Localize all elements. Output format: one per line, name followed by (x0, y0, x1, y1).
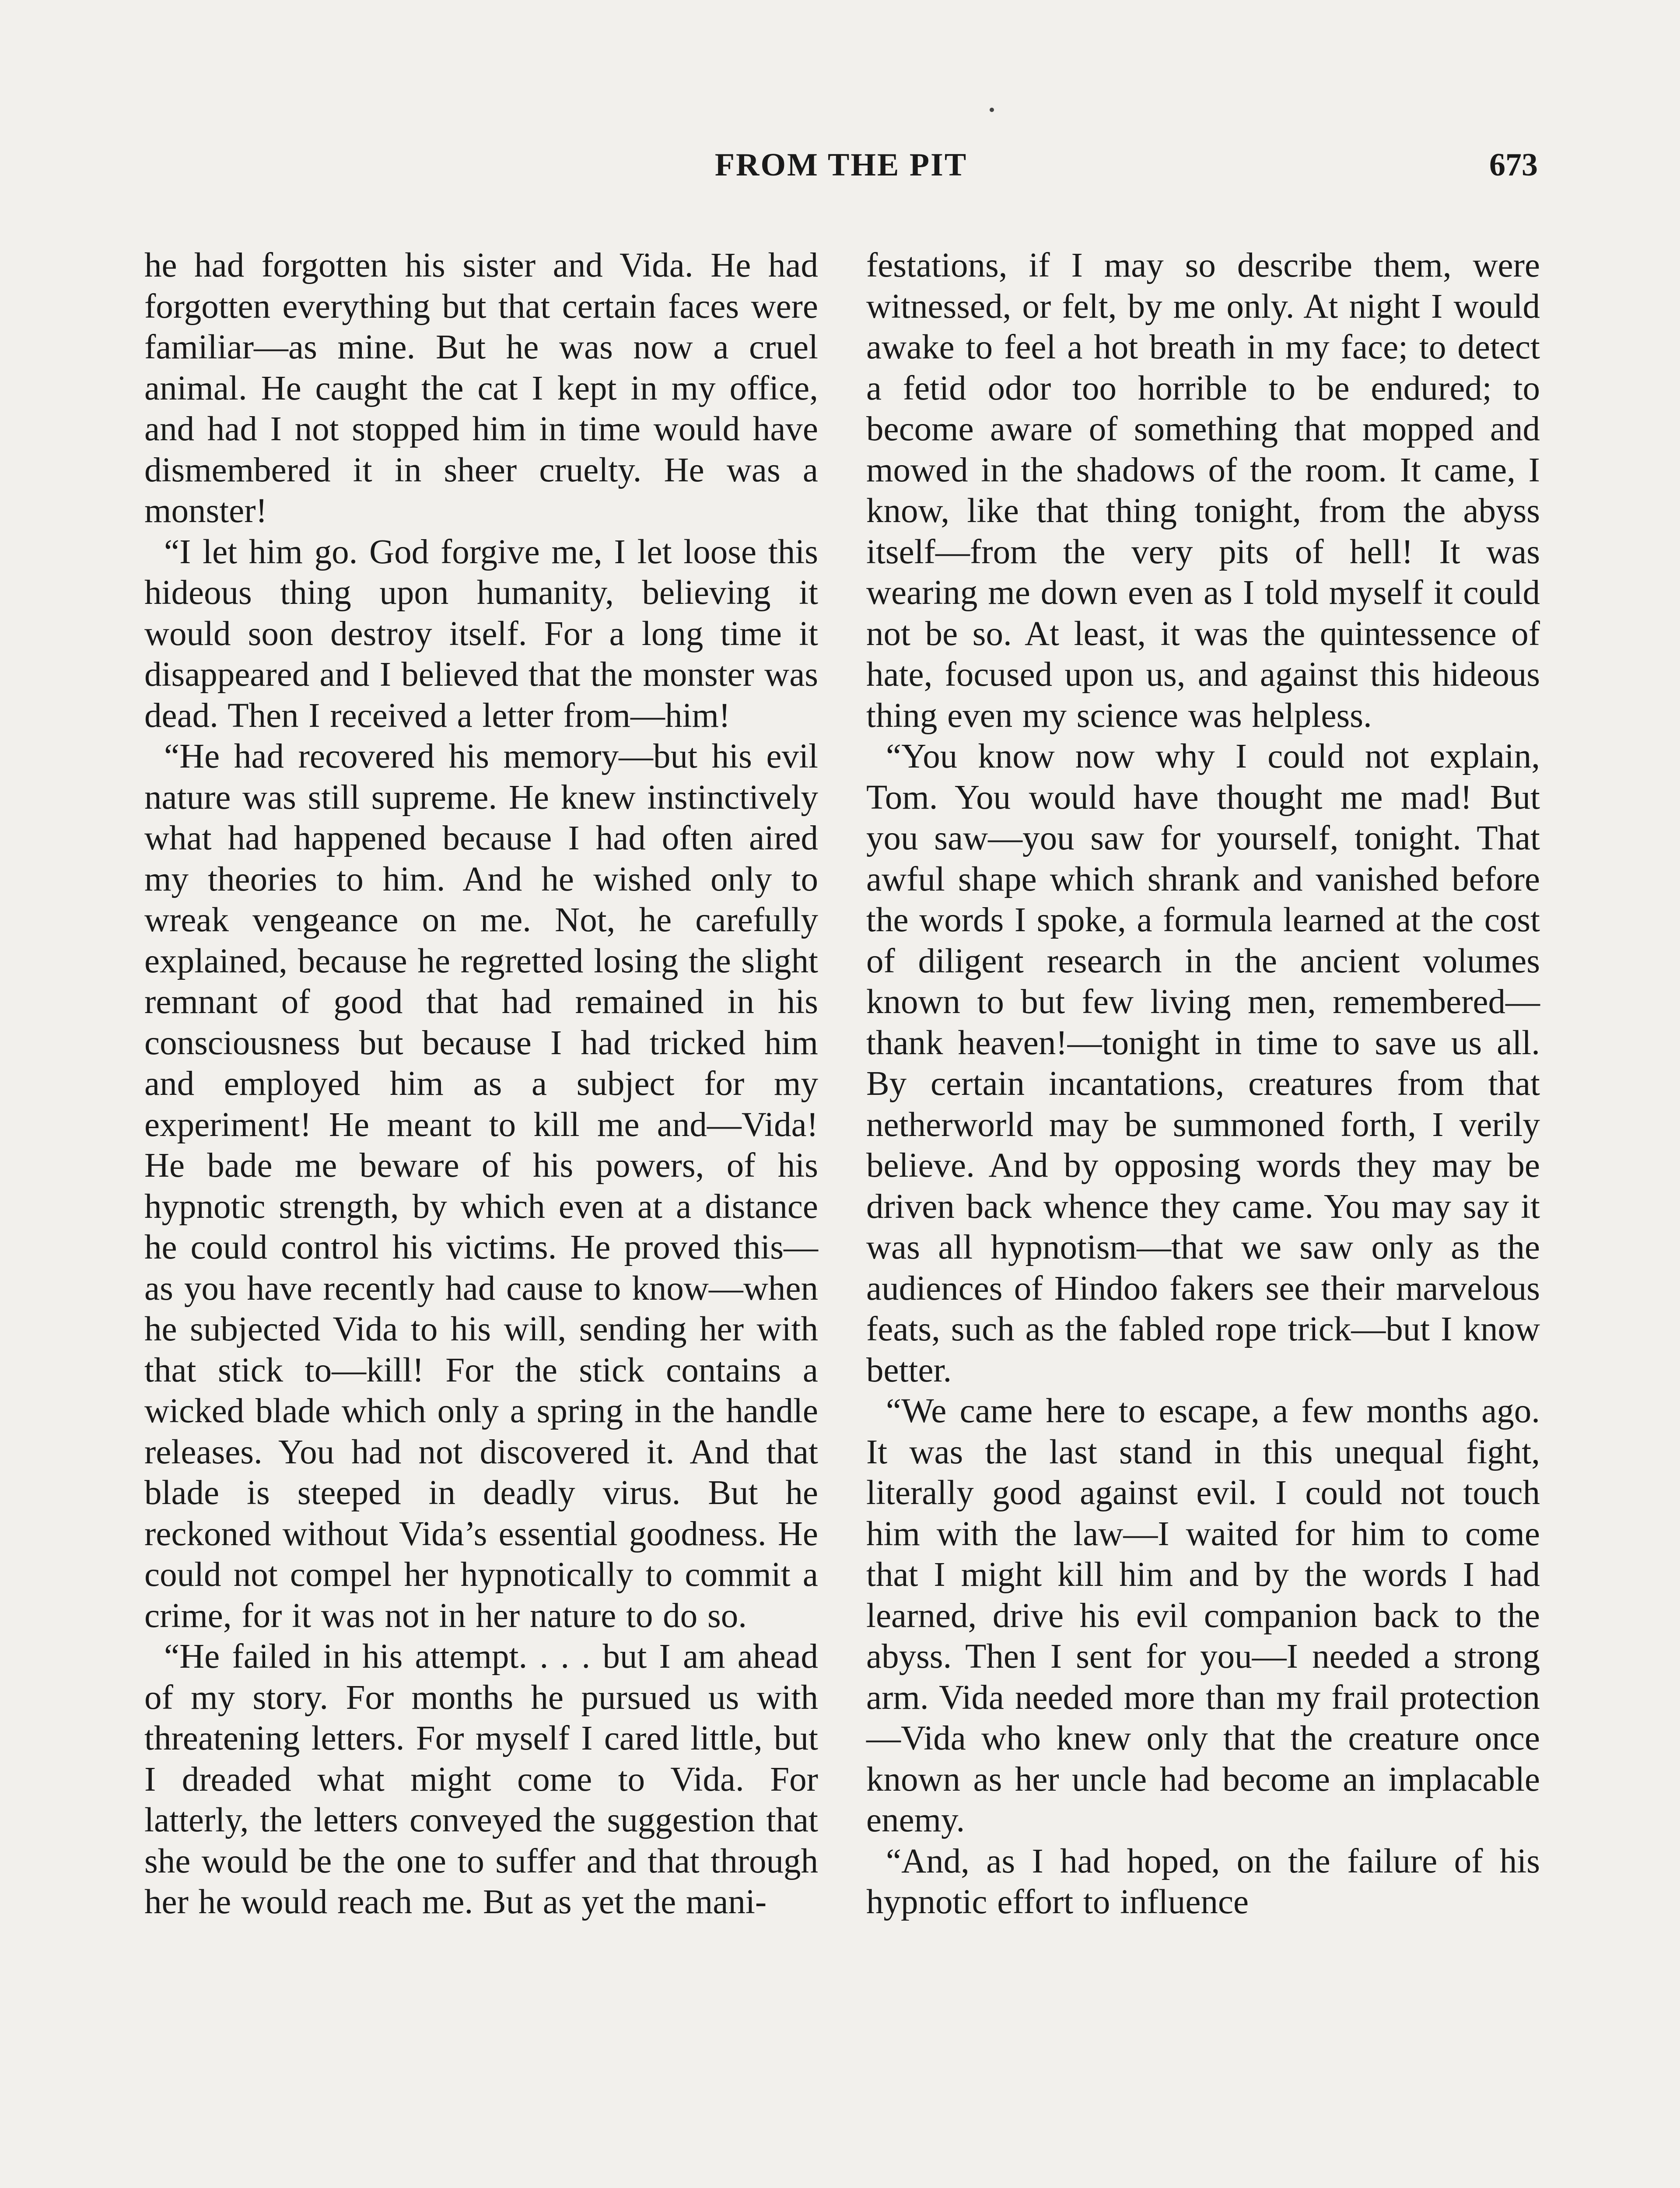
running-head (144, 147, 1538, 195)
paragraph: “He had recovered his memory—but his evil nature was still supreme. He knew instinctively what had happened because I had often aired my theories to him. And he wished only to wreak vengeance on me. Not, he carefully explained, because he regretted losing the slight remnant of good that had remained in his consciousness but because I had tricked him and employed him as a subject for my experiment! He meant to kill me and—Vida! He bade me beware of his powers, of his hypnotic strength, by which even at a distance he could control his victims. He proved this—as you have recently had cause to know—when he subjected Vida to his will, sending her with that stick to—kill! For the stick contains a wicked blade which only a spring in the handle releases. You had not discovered it. And that blade is steeped in deadly virus. But he reckoned without Vida’s essential goodness. He could not compel her hypnotically to commit a crime, for it was not in her nature to do so. (144, 737, 818, 1635)
left-column (144, 245, 818, 1923)
right-column (866, 245, 1540, 1923)
paragraph: “You know now why I could not explain, Tom. You would have thought me mad! But you saw—you saw for yourself, tonight. That awful shape which shrank and vanished before the words I spoke, a formula learned at the cost of diligent research in the ancient volumes known to but few living men, remembered—thank heaven!—tonight in time to save us all. By certain incantations, creatures from that netherworld may be summoned forth, I verily believe. And by opposing words they may be driven back whence they came. You may say it was all hypnotism—that we saw only as the audiences of Hindoo fakers see their marvelous feats, such as the fabled rope trick—but I know better. (866, 737, 1540, 1389)
paragraph: “I let him go. God forgive me, I let loose this hideous thing upon humanity, believing it would soon destroy itself. For a long time it disappeared and I believed that the monster was dead. Then I received a letter from—him! (144, 533, 818, 735)
paragraph: “He failed in his attempt. . . . but I am ahead of my story. For months he pursued us with threatening letters. For myself I cared little, but I dreaded what might come to Vida. For latterly, the letters conveyed the suggestion that she would be the one to suffer and that through her he would reach me. But as yet the mani- (144, 1637, 818, 1921)
print-speck (990, 108, 994, 112)
paragraph: “We came here to escape, a few months ago. It was the last stand in this unequal fight, literally good against evil. I could not touch him with the law—I waited for him to come that I might kill him and by the words I had learned, drive his evil companion back to the abyss. Then I sent for you—I needed a strong arm. Vida needed more than my frail protection—Vida who knew only that the creature once known as her uncle had become an implacable enemy. (866, 1392, 1540, 1839)
page-number: 673 (1489, 147, 1538, 183)
running-title: FROM THE PIT (714, 147, 968, 183)
paragraph: festations, if I may so describe them, were witnessed, or felt, by me only. At night I would awake to feel a hot breath in my face; to detect a fetid odor too horrible to be endured; to become aware of something that mopped and mowed in the shadows of the room. It came, I know, like that thing tonight, from the abyss itself—from the very pits of hell! It was wearing me down even as I told myself it could not be so. At least, it was the quintessence of hate, focused upon us, and against this hideous thing even my science was helpless. (866, 246, 1540, 735)
paragraph: “And, as I had hoped, on the failure of his hypnotic effort to influence (866, 1842, 1540, 1921)
paragraph: he had forgotten his sister and Vida. He had forgotten everything but that certain faces were familiar—as mine. But he was now a cruel animal. He caught the cat I kept in my office, and had I not stopped him in time would have dismembered it in sheer cruelty. He was a monster! (144, 246, 818, 530)
